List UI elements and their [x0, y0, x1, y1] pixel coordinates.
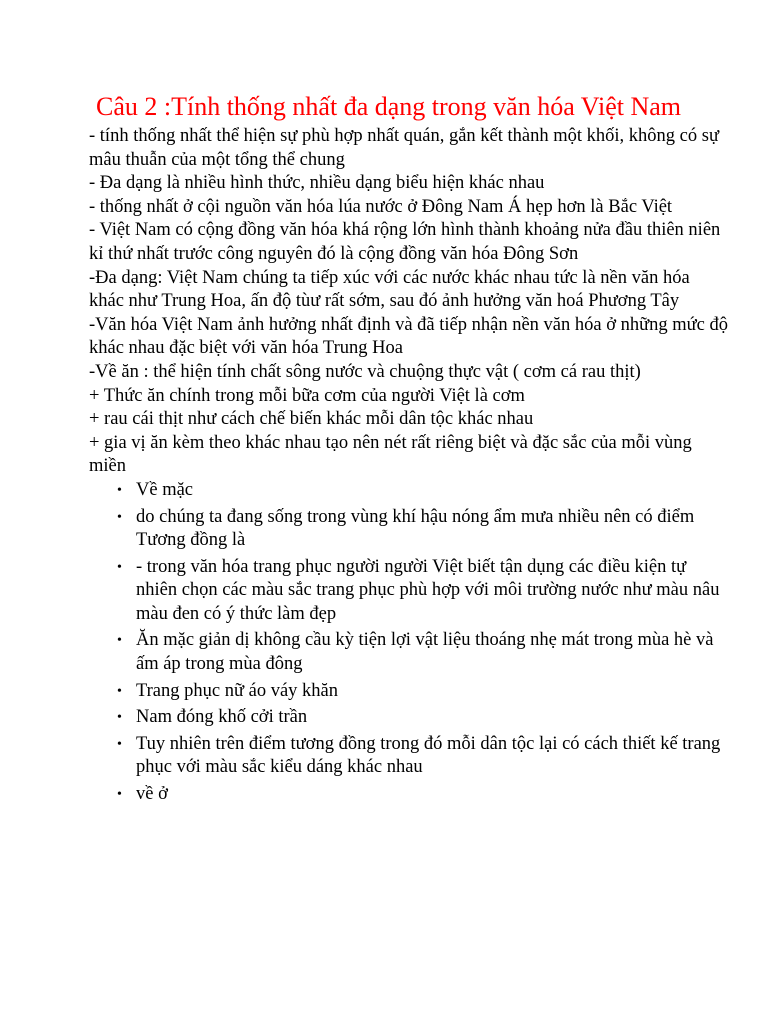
bullet-item: [89, 506, 729, 553]
page-title: Câu 2 :Tính thống nhất đa dạng trong văn hóa Việt Nam: [96, 92, 682, 121]
paragraph: + gia vị ăn kèm theo khác nhau tạo nên nét rất riêng biệt và đặc sắc của mỗi vùng miền: [89, 432, 692, 477]
paragraph: -Về ăn : thể hiện tính chất sông nước và chuộng thực vật ( cơm cá rau thịt): [89, 361, 641, 382]
bullet-item: [89, 706, 729, 730]
paragraph: -Đa dạng: Việt Nam chúng ta tiếp xúc với các nước khác nhau tức là nền văn hóa khác như Trung Hoa, ấn độ tùư rất sớm, sau đó ảnh hưởng văn hoá Phương Tây: [89, 267, 690, 312]
paragraph: - Việt Nam có cộng đồng văn hóa khá rộng lớn hình thành khoảng nửa đầu thiên niên kỉ thứ nhất trước công nguyên đó là cộng đồng văn hóa Đông Sơn: [89, 220, 721, 264]
bullet-item: [89, 556, 729, 627]
bullet-icon: •: [117, 482, 122, 498]
bullet-text: - trong văn hóa trang phục người người Việt biết tận dụng các điều kiện tự nhiên chọn các màu sắc trang phục phù hợp với môi trường nước như màu nâu màu đen có ý thức làm đẹp: [136, 556, 720, 624]
bullet-icon: •: [117, 710, 122, 726]
bullet-text: Nam đóng khố cởi trần: [136, 707, 308, 728]
bullet-item: [89, 733, 729, 780]
bullet-item: [89, 479, 729, 503]
bullet-item: [89, 680, 729, 704]
paragraph: -Văn hóa Việt Nam ảnh hưởng nhất định và đã tiếp nhận nền văn hóa ở những mức độ khác nhau đặc biệt với văn hóa Trung Hoa: [89, 314, 729, 359]
bullet-icon: •: [117, 559, 122, 575]
bullet-icon: •: [117, 509, 122, 525]
paragraph: - thống nhất ở cội nguồn văn hóa lúa nước ở Đông Nam Á hẹp hơn là Bắc Việt: [89, 196, 673, 217]
bullet-text: do chúng ta đang sống trong vùng khí hậu nóng ẩm mưa nhiều nên có điểm Tương đồng là: [136, 506, 695, 551]
bullet-list: [89, 479, 729, 807]
bullet-text: Về mặc: [136, 479, 194, 500]
paragraph: - tính thống nhất thể hiện sự phù hợp nhất quán, gắn kết thành một khối, không có sự mâu thuẫn của một tổng thể chung: [89, 126, 719, 170]
bullet-icon: •: [117, 683, 122, 699]
bullet-icon: •: [117, 633, 122, 649]
paragraph: + Thức ăn chính trong mỗi bữa cơm của người Việt là cơm: [89, 385, 525, 406]
paragraph: - Đa dạng là nhiều hình thức, nhiều dạng biểu hiện khác nhau: [89, 173, 545, 194]
bullet-text: Trang phục nữ áo váy khăn: [136, 680, 339, 701]
bullet-text: Ăn mặc giản dị không cầu kỳ tiện lợi vật liệu thoáng nhẹ mát trong mùa hè và ấm áp trong mùa đông: [136, 630, 714, 675]
bullet-icon: •: [117, 787, 122, 803]
document-body: [89, 125, 729, 810]
bullet-icon: •: [117, 736, 122, 752]
bullet-text: Tuy nhiên trên điểm tương đồng trong đó mỗi dân tộc lại có cách thiết kế trang phục với màu sắc kiểu dáng khác nhau: [136, 733, 721, 778]
bullet-item: [89, 629, 729, 676]
bullet-text: về ở: [136, 784, 168, 805]
bullet-item: [89, 783, 729, 807]
paragraph: + rau cái thịt như cách chế biến khác mỗi dân tộc khác nhau: [89, 409, 534, 430]
